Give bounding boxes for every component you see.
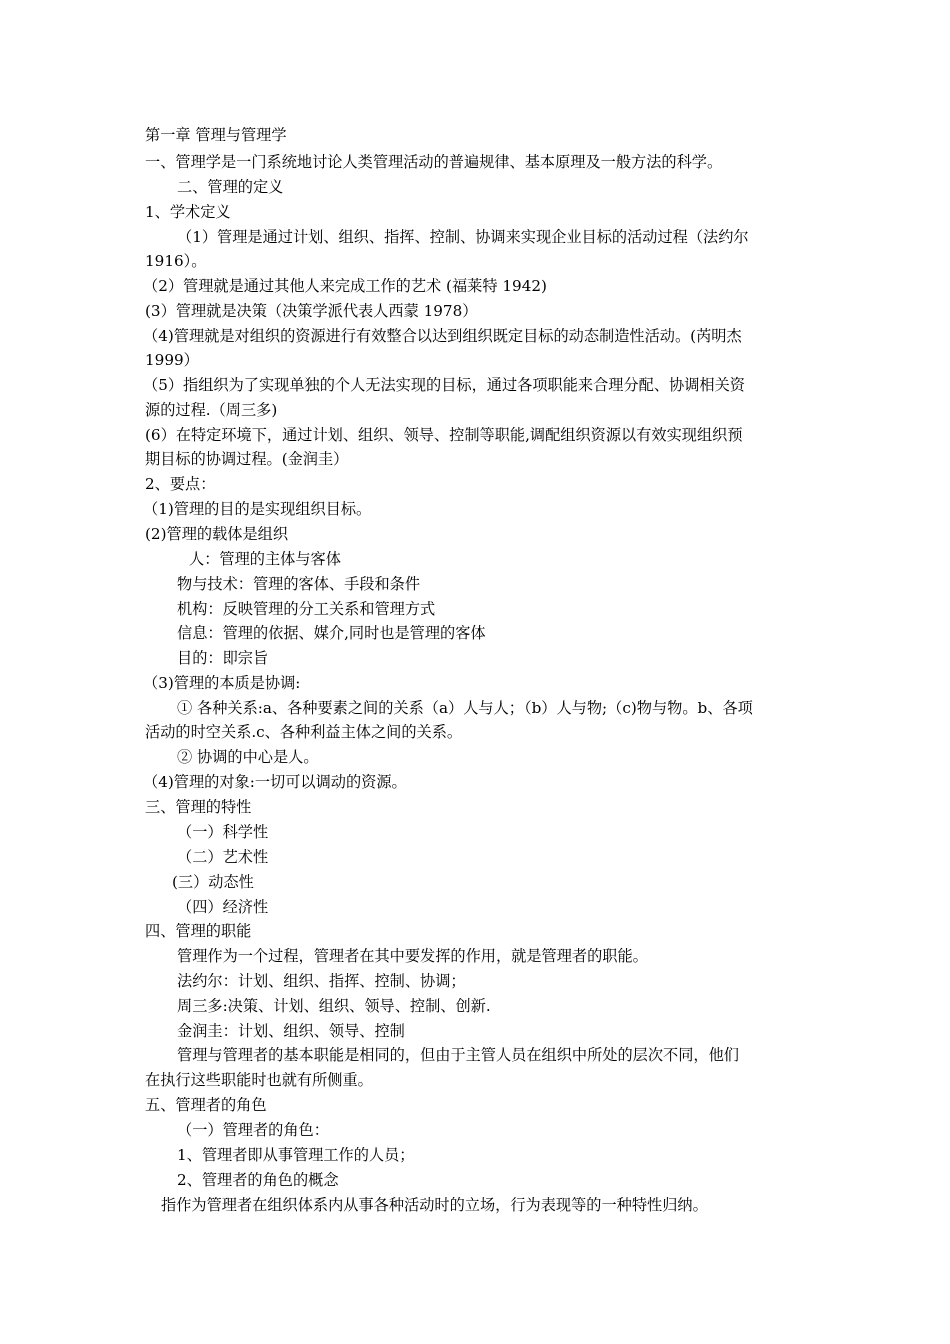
text-line: 目的：即宗旨: [177, 649, 269, 667]
list-item: (三）动态性: [172, 873, 254, 891]
text-line: 管理作为一个过程，管理者在其中要发挥的作用，就是管理者的职能。: [177, 947, 648, 965]
subsection-heading: 1、学术定义: [145, 203, 231, 221]
list-item: （二）艺术性: [177, 848, 269, 866]
text-line: (6）在特定环境下，通过计划、组织、领导、控制等职能,调配组织资源以有效实现组织预: [145, 426, 743, 444]
text-line: 活动的时空关系.c、各种利益主体之间的关系。: [145, 723, 463, 741]
text-line: (3）管理就是决策（决策学派代表人西蒙 1978）: [145, 302, 478, 320]
text-line: 管理与管理者的基本职能是相同的，但由于主管人员在组织中所处的层次不同，他们: [177, 1046, 739, 1064]
text-line: 期目标的协调过程。(金润圭）: [145, 450, 349, 468]
text-line: 1、管理者即从事管理工作的人员；: [177, 1146, 415, 1164]
text-line: （一）管理者的角色：: [177, 1121, 329, 1139]
list-item: （四）经济性: [177, 898, 269, 916]
text-line: 机构：反映管理的分工关系和管理方式: [177, 600, 436, 618]
text-line: 在执行这些职能时也就有所侧重。: [145, 1071, 373, 1089]
section-heading: 二、管理的定义: [177, 178, 284, 196]
text-line: 人：管理的主体与客体: [189, 550, 341, 568]
subsection-heading: 2、要点：: [145, 475, 216, 493]
text-line: 1916）。: [145, 252, 207, 270]
text-line: 周三多:决策、计划、组织、领导、控制、创新.: [177, 997, 491, 1015]
text-line: （2）管理就是通过其他人来完成工作的艺术 (福莱特 1942): [143, 277, 547, 295]
text-line: 一、管理学是一门系统地讨论人类管理活动的普遍规律、基本原理及一般方法的科学。: [145, 153, 723, 171]
text-line: ① 各种关系:a、各种要素之间的关系（a）人与人；（b）人与物;（c)物与物。b、各项: [177, 699, 753, 717]
text-line: （4)管理的对象:一切可以调动的资源。: [143, 773, 407, 791]
text-line: （1）管理是通过计划、组织、指挥、控制、协调来实现企业目标的活动过程（法约尔: [177, 228, 749, 246]
text-line: 信息：管理的依据、媒介,同时也是管理的客体: [177, 624, 486, 642]
text-line: 2、管理者的角色的概念: [177, 1171, 339, 1189]
section-heading: 四、管理的职能: [145, 922, 252, 940]
chapter-title: 第一章 管理与管理学: [145, 126, 287, 144]
section-heading: 三、管理的特性: [145, 798, 252, 816]
text-line: （3)管理的本质是协调:: [143, 674, 301, 692]
text-line: （4)管理就是对组织的资源进行有效整合以达到组织既定目标的动态制造性活动。(芮明杰: [143, 327, 742, 345]
text-line: 法约尔：计划、组织、指挥、控制、协调；: [177, 972, 466, 990]
text-line: (2)管理的载体是组织: [145, 525, 289, 543]
section-heading: 五、管理者的角色: [145, 1096, 267, 1114]
text-line: 源的过程.（周三多): [145, 401, 278, 419]
text-line: （5）指组织为了实现单独的个人无法实现的目标，通过各项职能来合理分配、协调相关资: [143, 376, 745, 394]
text-line: 1999）: [145, 351, 199, 369]
text-line: ② 协调的中心是人。: [177, 748, 319, 766]
text-line: 指作为管理者在组织体系内从事各种活动时的立场，行为表现等的一种特性归纳。: [161, 1196, 708, 1214]
list-item: （一）科学性: [177, 823, 269, 841]
text-line: 金润圭：计划、组织、领导、控制: [177, 1022, 405, 1040]
text-line: 物与技术：管理的客体、手段和条件: [177, 575, 420, 593]
text-line: （1)管理的目的是实现组织目标。: [143, 500, 372, 518]
